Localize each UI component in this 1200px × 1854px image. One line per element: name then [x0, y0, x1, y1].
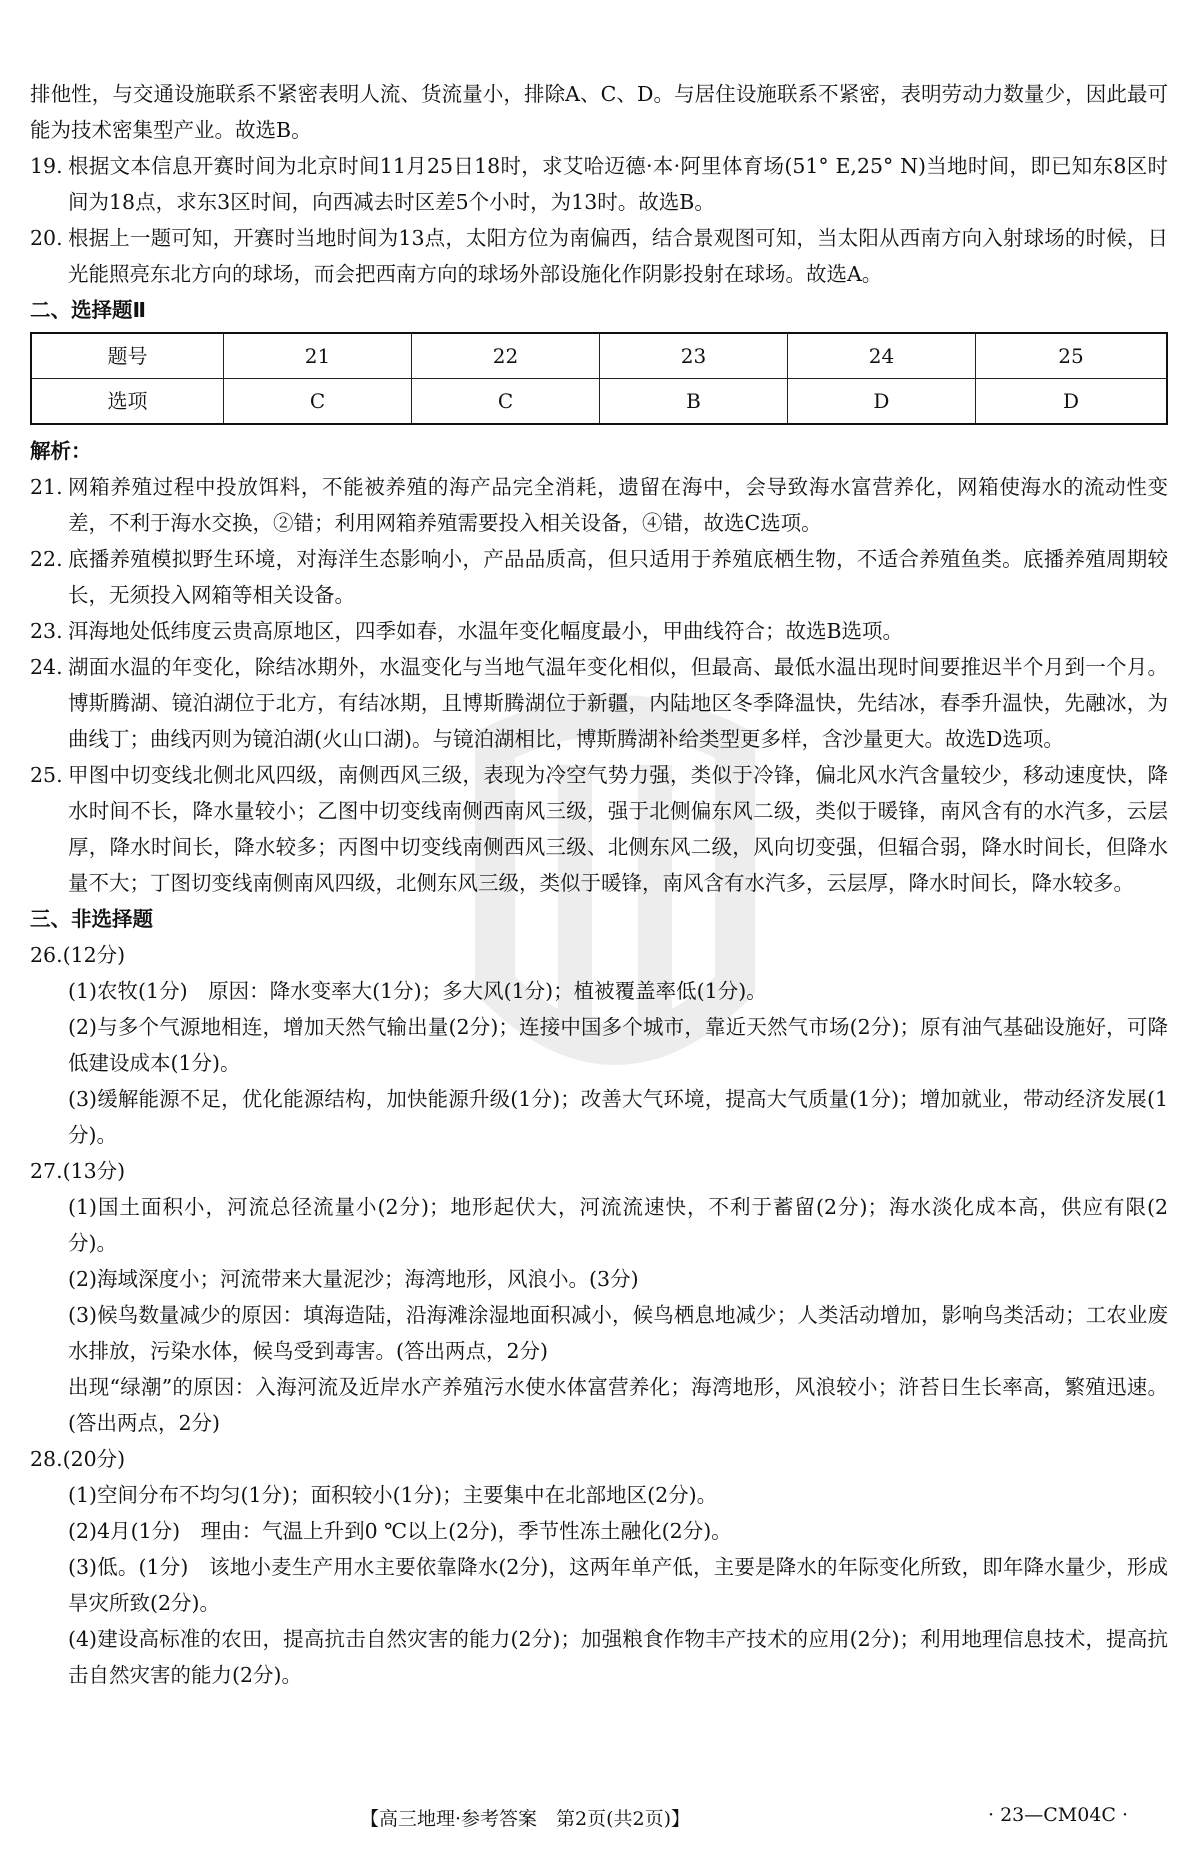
answer-item-19 [30, 148, 1168, 220]
item-number: 21. [30, 475, 63, 499]
question-26-part-2: (2)与多个气源地相连，增加天然气输出量(2分)；连接中国多个城市，靠近天然气市场(2分)；原有油气基础设施好，可降低建设成本(1分)。 [68, 1015, 1168, 1075]
table-cell: 25 [975, 333, 1167, 379]
table-cell: 24 [787, 333, 975, 379]
table-cell: B [599, 379, 787, 425]
table-header-cell: 选项 [31, 379, 224, 425]
question-28-part-2: (2)4月(1分) 理由：气温上升到0 ℃以上(2分)，季节性冻土融化(2分)。 [68, 1519, 732, 1543]
answer-item-20 [30, 220, 1168, 292]
section-title-non-choice: 三、非选择题 [30, 907, 153, 931]
table-cell: 21 [224, 333, 412, 379]
table-row-answers [31, 379, 1167, 425]
question-26-head: 26.(12分) [30, 943, 126, 967]
item-text: 洱海地处低纬度云贵高原地区，四季如春，水温年变化幅度最小，甲曲线符合；故选B选项。 [68, 619, 904, 643]
item-number: 24. [30, 655, 63, 679]
answer-item-22 [30, 541, 1168, 613]
item-number: 23. [30, 619, 63, 643]
question-27-head: 27.(13分) [30, 1159, 126, 1183]
question-26-part-3: (3)缓解能源不足，优化能源结构，加快能源升级(1分)；改善大气环境，提高大气质量(1分)；增加就业，带动经济发展(1分)。 [68, 1087, 1168, 1147]
item-number: 25. [30, 763, 63, 787]
item-text: 甲图中切变线北侧北风四级，南侧西风三级，表现为冷空气势力强，类似于冷锋，偏北风水汽含量较少，移动速度快，降水时间不长，降水量较小；乙图中切变线南侧西南风三级，强于北侧偏东风二级，类似于暖锋，南风含有的水汽多，云层厚，降水时间长，降水较多；丙图中切变线南侧西风三级、北侧东风二级，风向切变强，但辐合弱，降水时间长，但降水量不大；丁图切变线南侧南风四级，北侧东风三级，类似于暖锋，南风含有水汽多，云层厚，降水时间长，降水较多。 [68, 763, 1168, 895]
table-cell: C [224, 379, 412, 425]
answer-item-23 [30, 613, 1168, 649]
analysis-title: 解析： [30, 439, 92, 463]
answer-item-25 [30, 757, 1168, 901]
question-27-part-1: (1)国土面积小，河流总径流量小(2分)；地形起伏大，河流流速快，不利于蓄留(2分)；海水淡化成本高，供应有限(2分)。 [68, 1195, 1168, 1255]
table-cell: D [975, 379, 1167, 425]
item-number: 20. [30, 226, 63, 250]
table-header-cell: 题号 [31, 333, 224, 379]
question-28-head: 28.(20分) [30, 1447, 126, 1471]
question-27-part-3: (3)候鸟数量减少的原因：填海造陆，沿海滩涂湿地面积减小，候鸟栖息地减少；人类活动增加，影响鸟类活动；工农业废水排放，污染水体，候鸟受到毒害。(答出两点，2分) [68, 1303, 1168, 1363]
answer-item-21 [30, 469, 1168, 541]
question-28-part-1: (1)空间分布不均匀(1分)；面积较小(1分)；主要集中在北部地区(2分)。 [68, 1483, 718, 1507]
footer-code: · 23—CM04C · [988, 1804, 1129, 1826]
question-27-part-2: (2)海域深度小；河流带来大量泥沙；海湾地形，风浪小。(3分) [68, 1267, 639, 1291]
section-title-choice-2: 二、选择题Ⅱ [30, 298, 147, 322]
item-text: 根据上一题可知，开赛时当地时间为13点，太阳方位为南偏西，结合景观图可知，当太阳从西南方向入射球场的时候，日光能照亮东北方向的球场，而会把西南方向的球场外部设施化作阴影投射在球场。故选A。 [68, 226, 1168, 286]
item-text: 底播养殖模拟野生环境，对海洋生态影响小，产品品质高，但只适用于养殖底栖生物，不适合养殖鱼类。底播养殖周期较长，无须投入网箱等相关设备。 [68, 547, 1168, 607]
table-cell: 23 [599, 333, 787, 379]
table-cell: 22 [411, 333, 599, 379]
question-28-part-3: (3)低。(1分) 该地小麦生产用水主要依靠降水(2分)，这两年单产低，主要是降水的年际变化所致，即年降水量少，形成旱灾所致(2分)。 [68, 1555, 1168, 1615]
question-26-part-1: (1)农牧(1分) 原因：降水变率大(1分)；多大风(1分)；植被覆盖率低(1分)。 [68, 979, 767, 1003]
answer-page [30, 76, 1168, 1693]
item-text: 根据文本信息开赛时间为北京时间11月25日18时，求艾哈迈德·本·阿里体育场(51° E,25° N)当地时间，即已知东8区时间为18点，求东3区时间，向西减去时区差5个小时，为13时。故选B。 [68, 154, 1168, 214]
item-number: 19. [30, 154, 63, 178]
answer-item-24 [30, 649, 1168, 757]
footer-page-info: 【高三地理·参考答案 第2页(共2页)】 [360, 1808, 691, 1830]
item-text: 湖面水温的年变化，除结冰期外，水温变化与当地气温年变化相似，但最高、最低水温出现时间要推迟半个月到一个月。博斯腾湖、镜泊湖位于北方，有结冰期，且博斯腾湖位于新疆，内陆地区冬季降温快，先结冰，春季升温快，先融冰，为曲线丁；曲线丙则为镜泊湖(火山口湖)。与镜泊湖相比，博斯腾湖补给类型更多样，含沙量更大。故选D选项。 [68, 655, 1168, 751]
table-row-numbers [31, 333, 1167, 379]
item-number: 22. [30, 547, 63, 571]
item-text: 网箱养殖过程中投放饵料，不能被养殖的海产品完全消耗，遗留在海中，会导致海水富营养化，网箱使海水的流动性变差，不利于海水交换，②错；利用网箱养殖需要投入相关设备，④错，故选C选项。 [68, 475, 1168, 535]
table-cell: C [411, 379, 599, 425]
question-27-part-3b: 出现“绿潮”的原因：入海河流及近岸水产养殖污水使水体富营养化；海湾地形，风浪较小；浒苔日生长率高，繁殖迅速。(答出两点，2分) [68, 1375, 1168, 1435]
table-cell: D [787, 379, 975, 425]
intro-paragraph: 排他性，与交通设施联系不紧密表明人流、货流量小，排除A、C、D。与居住设施联系不紧密，表明劳动力数量少，因此最可能为技术密集型产业。故选B。 [30, 82, 1168, 142]
question-28-part-4: (4)建设高标准的农田，提高抗击自然灾害的能力(2分)；加强粮食作物丰产技术的应用(2分)；利用地理信息技术，提高抗击自然灾害的能力(2分)。 [68, 1627, 1168, 1687]
answer-table [30, 332, 1168, 425]
